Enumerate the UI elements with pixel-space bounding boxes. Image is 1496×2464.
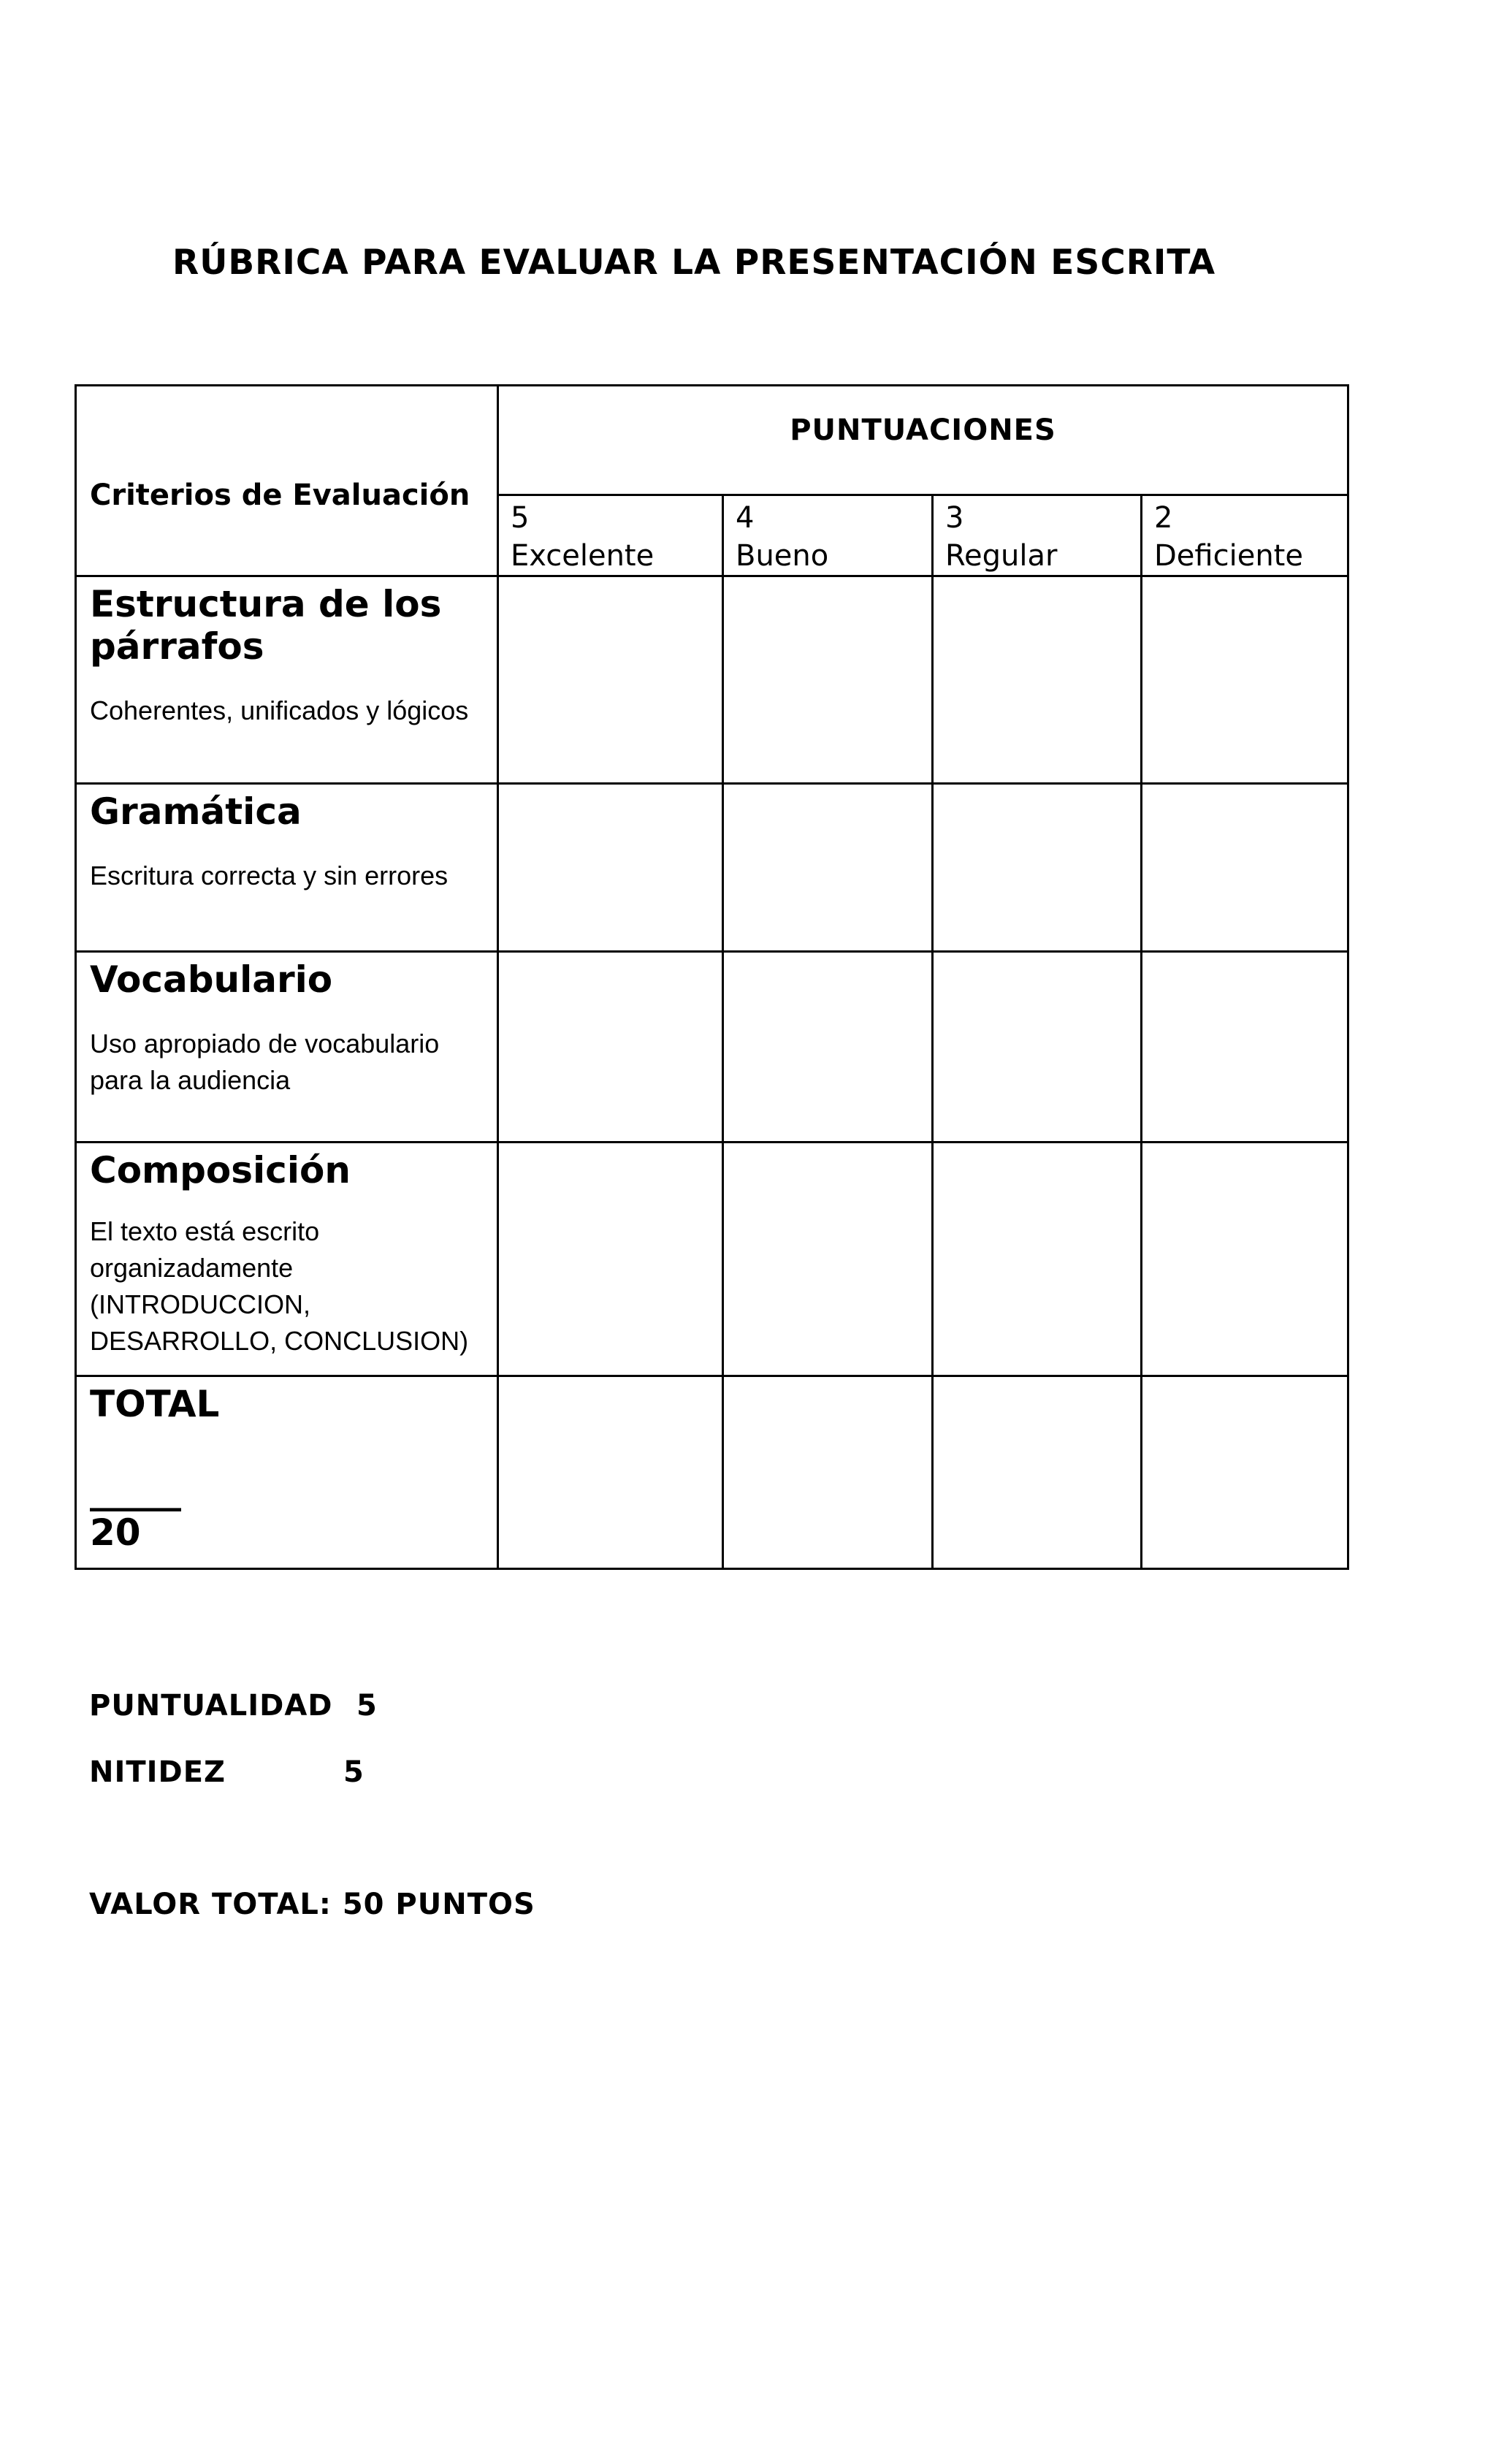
score-cell[interactable] [723,1376,933,1569]
score-cell[interactable] [1142,576,1348,784]
score-cell[interactable] [1142,1143,1348,1376]
criterion-cell [76,784,498,952]
score-cell[interactable] [498,784,723,952]
score-cell[interactable] [498,1376,723,1569]
scores-header: PUNTUACIONES [498,386,1348,495]
score-value: 4 [736,501,755,535]
score-cell[interactable] [1142,784,1348,952]
criterion-description: Escritura correcta y sin errores [90,861,449,890]
criterion-cell [76,952,498,1143]
criterion-cell [76,1143,498,1376]
criterion-row-composition [76,1143,1348,1376]
score-cell[interactable] [933,1376,1142,1569]
score-value: 2 [1154,501,1173,535]
total-label: TOTAL [90,1383,220,1425]
score-label: Bueno [736,539,829,573]
score-cell[interactable] [498,576,723,784]
score-cell[interactable] [933,576,1142,784]
total-cell [76,1376,498,1569]
score-cell[interactable] [933,1143,1142,1376]
criterion-row-structure [76,576,1348,784]
criteria-header: Criterios de Evaluación [76,386,498,576]
criterion-row-vocabulary [76,952,1348,1143]
criterion-title: Composición [90,1149,351,1191]
score-value: 5 [511,501,530,535]
document-title: RÚBRICA PARA EVALUAR LA PRESENTACIÓN ESCRITA [172,243,1216,283]
score-label: Regular [945,539,1058,573]
score-value: 3 [945,501,964,535]
criterion-description: El texto está escrito organizadamente (INTRODUCCION, DESARROLLO, CONCLUSION) [90,1216,469,1356]
score-cell[interactable] [723,952,933,1143]
criterion-row-grammar [76,784,1348,952]
score-cell[interactable] [1142,1376,1348,1569]
total-blank: _____ [90,1469,181,1511]
score-label: Excelente [511,539,654,573]
score-label: Deficiente [1154,539,1303,573]
neatness-value: 5 [343,1755,365,1789]
score-cell[interactable] [1142,952,1348,1143]
score-level-5 [498,495,723,576]
punctuality-value: 5 [356,1689,378,1723]
score-cell[interactable] [723,1143,933,1376]
neatness-label: NITIDEZ [89,1755,226,1789]
criterion-cell [76,576,498,784]
score-cell[interactable] [933,952,1142,1143]
total-row [76,1376,1348,1569]
score-level-2 [1142,495,1348,576]
punctuality-line [89,1689,378,1723]
criterion-title: Vocabulario [90,958,333,1001]
criterion-title: Estructura de los párrafos [90,583,442,668]
score-level-3 [933,495,1142,576]
header-row [76,386,1348,495]
total-max-value: 20 [90,1511,141,1554]
criterion-description: Uso apropiado de vocabulario para la audiencia [90,1029,440,1095]
score-level-4 [723,495,933,576]
neatness-line [89,1755,365,1789]
score-cell[interactable] [933,784,1142,952]
rubric-table [75,384,1349,1570]
criterion-title: Gramática [90,790,302,833]
score-cell[interactable] [498,952,723,1143]
total-value-line: VALOR TOTAL: 50 PUNTOS [89,1888,535,1921]
score-cell[interactable] [723,576,933,784]
criterion-description: Coherentes, unificados y lógicos [90,695,469,725]
score-cell[interactable] [498,1143,723,1376]
score-cell[interactable] [723,784,933,952]
punctuality-label: PUNTUALIDAD [89,1689,333,1723]
